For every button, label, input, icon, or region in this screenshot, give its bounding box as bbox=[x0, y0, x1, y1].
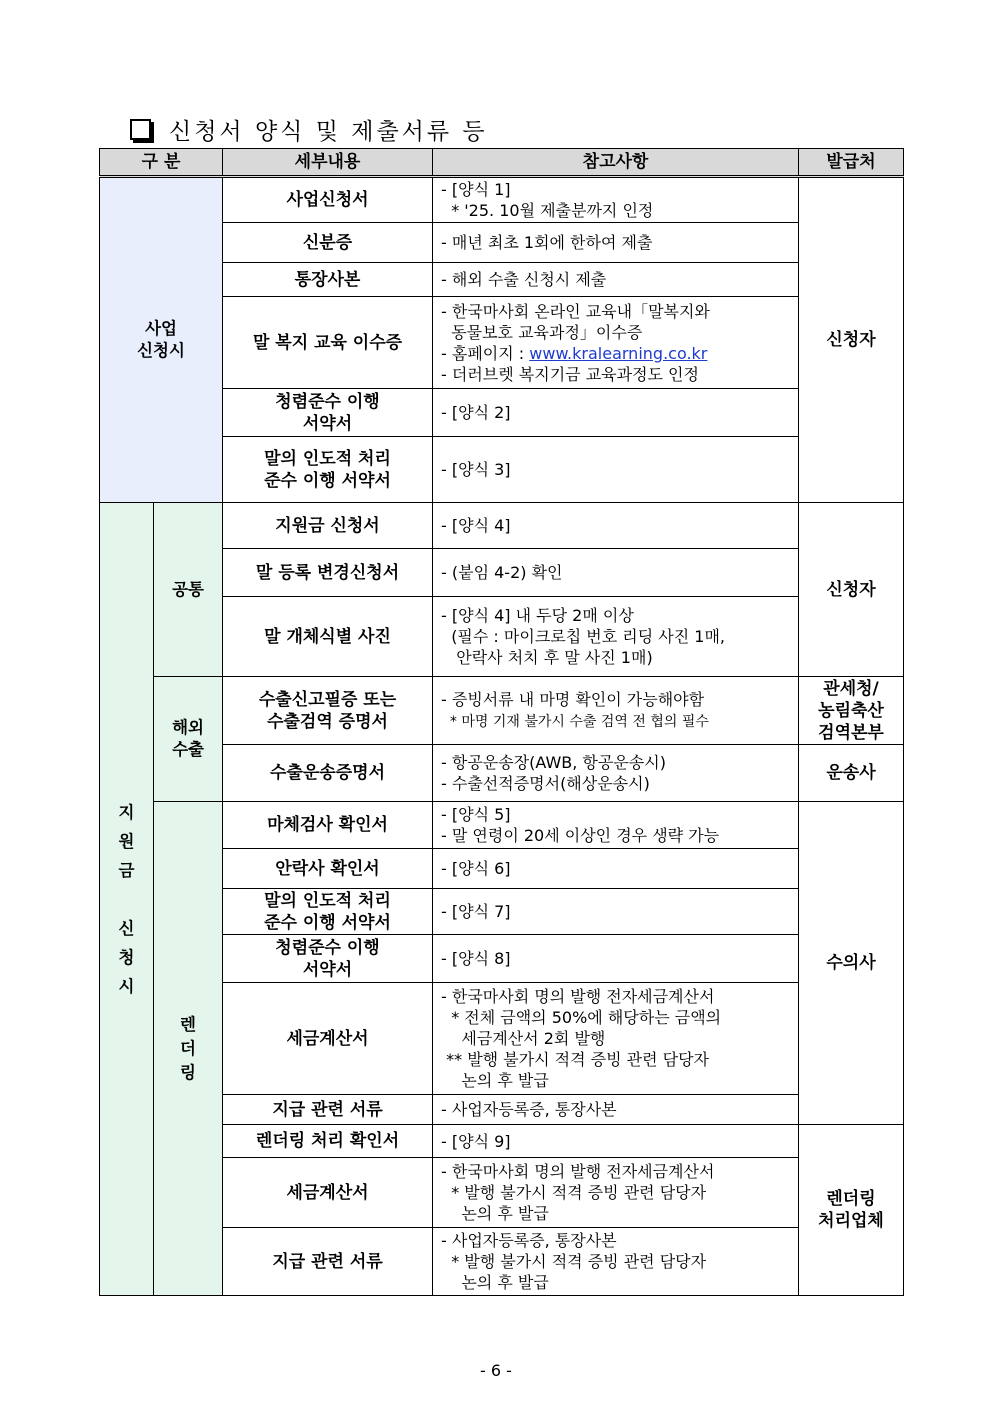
doc-notes: - [양식 4] bbox=[433, 503, 799, 549]
table-row bbox=[100, 802, 904, 849]
section-title-text: 신청서 양식 및 제출서류 등 bbox=[169, 118, 488, 145]
issuer-customs: 관세청/ 농림축산 검역본부 bbox=[799, 677, 904, 745]
doc-notes: - 항공운송장(AWB, 항공운송시) - 수출선적증명서(해상운송시) bbox=[433, 745, 799, 802]
documents-table bbox=[99, 148, 904, 1296]
issuer-rendering-company: 렌더링 처리업체 bbox=[799, 1125, 904, 1296]
doc-notes: - [양식 5] - 말 연령이 20세 이상인 경우 생략 가능 bbox=[433, 802, 799, 849]
doc-name: 지급 관련 서류 bbox=[223, 1228, 433, 1296]
doc-name: 수출운송증명서 bbox=[223, 745, 433, 802]
doc-name: 렌더링 처리 확인서 bbox=[223, 1125, 433, 1158]
doc-notes: - (붙임 4-2) 확인 bbox=[433, 549, 799, 597]
doc-name: 세금계산서 bbox=[223, 1158, 433, 1228]
doc-name: 수출신고필증 또는 수출검역 증명서 bbox=[223, 677, 433, 745]
doc-name: 말 등록 변경신청서 bbox=[223, 549, 433, 597]
doc-name: 말 복지 교육 이수증 bbox=[223, 297, 433, 389]
doc-name: 지원금 신청서 bbox=[223, 503, 433, 549]
group-rendering: 렌 더 링 bbox=[154, 802, 223, 1296]
doc-notes: - 한국마사회 명의 발행 전자세금계산서 * 전체 금액의 50%에 해당하는 금액의 세금계산서 2회 발행 ** 발행 불가시 적격 증빙 관련 담당자 논의 후 발급 bbox=[433, 983, 799, 1095]
doc-name: 신분증 bbox=[223, 223, 433, 263]
doc-notes: - [양식 4] 내 두당 2매 이상 (필수 : 마이크로칩 번호 리딩 사진 1매, 안락사 처치 후 말 사진 1매) bbox=[433, 597, 799, 677]
homepage-label: - 홈페이지 : bbox=[441, 343, 530, 363]
doc-notes: - [양식 1] * '25. 10월 제출분까지 인정 bbox=[433, 177, 799, 223]
doc-notes: - [양식 2] bbox=[433, 389, 799, 437]
doc-name: 청렴준수 이행 서약서 bbox=[223, 935, 433, 983]
doc-notes: - [양식 7] bbox=[433, 889, 799, 935]
checkbox-square-icon bbox=[130, 119, 151, 140]
doc-notes-tail: - 더러브렛 복지기금 교육과정도 인정 bbox=[441, 364, 699, 384]
doc-name: 지급 관련 서류 bbox=[223, 1095, 433, 1125]
issuer-carrier: 운송사 bbox=[799, 745, 904, 802]
table-header-row bbox=[100, 149, 904, 177]
doc-name: 말의 인도적 처리 준수 이행 서약서 bbox=[223, 437, 433, 503]
table-row bbox=[100, 177, 904, 223]
group-business: 사업 신청시 bbox=[100, 177, 223, 503]
doc-name: 세금계산서 bbox=[223, 983, 433, 1095]
header-notes: 참고사항 bbox=[433, 149, 799, 177]
issuer-applicant: 신청자 bbox=[799, 177, 904, 503]
doc-name: 말의 인도적 처리 준수 이행 서약서 bbox=[223, 889, 433, 935]
doc-notes bbox=[433, 297, 799, 389]
doc-notes: - 사업자등록증, 통장사본 bbox=[433, 1095, 799, 1125]
doc-notes: - [양식 3] bbox=[433, 437, 799, 503]
header-detail: 세부내용 bbox=[223, 149, 433, 177]
doc-notes: - [양식 9] bbox=[433, 1125, 799, 1158]
issuer-applicant: 신청자 bbox=[799, 503, 904, 677]
doc-name: 마체검사 확인서 bbox=[223, 802, 433, 849]
doc-notes: - [양식 6] bbox=[433, 849, 799, 889]
doc-notes-main: - 증빙서류 내 마명 확인이 가능해야함 bbox=[441, 689, 705, 709]
doc-name: 안락사 확인서 bbox=[223, 849, 433, 889]
homepage-link[interactable]: www.kralearning.co.kr bbox=[529, 343, 708, 363]
section-title bbox=[130, 112, 488, 146]
group-common: 공통 bbox=[154, 503, 223, 677]
doc-name: 말 개체식별 사진 bbox=[223, 597, 433, 677]
page-number: - 6 - bbox=[480, 1361, 512, 1380]
doc-notes: - 매년 최초 1회에 한하여 제출 bbox=[433, 223, 799, 263]
doc-notes: - [양식 8] bbox=[433, 935, 799, 983]
doc-name: 사업신청서 bbox=[223, 177, 433, 223]
doc-notes-main: - 한국마사회 온라인 교육내「말복지와 동물보호 교육과정」이수증 bbox=[441, 301, 710, 342]
header-category: 구 분 bbox=[100, 149, 223, 177]
group-subsidy: 지 원 금 신 청 시 bbox=[100, 503, 154, 1296]
table-row bbox=[100, 677, 904, 745]
doc-notes-sub: * 마명 기재 불가시 수출 검역 전 협의 필수 bbox=[441, 713, 709, 730]
doc-notes: - 한국마사회 명의 발행 전자세금계산서 * 발행 불가시 적격 증빙 관련 담당자 논의 후 발급 bbox=[433, 1158, 799, 1228]
doc-notes bbox=[433, 677, 799, 745]
table-row bbox=[100, 503, 904, 549]
issuer-vet: 수의사 bbox=[799, 802, 904, 1125]
group-export: 해외 수출 bbox=[154, 677, 223, 802]
doc-notes: - 해외 수출 신청시 제출 bbox=[433, 263, 799, 297]
doc-name: 통장사본 bbox=[223, 263, 433, 297]
header-issuer: 발급처 bbox=[799, 149, 904, 177]
doc-notes: - 사업자등록증, 통장사본 * 발행 불가시 적격 증빙 관련 담당자 논의 후 발급 bbox=[433, 1228, 799, 1296]
doc-name: 청렴준수 이행 서약서 bbox=[223, 389, 433, 437]
